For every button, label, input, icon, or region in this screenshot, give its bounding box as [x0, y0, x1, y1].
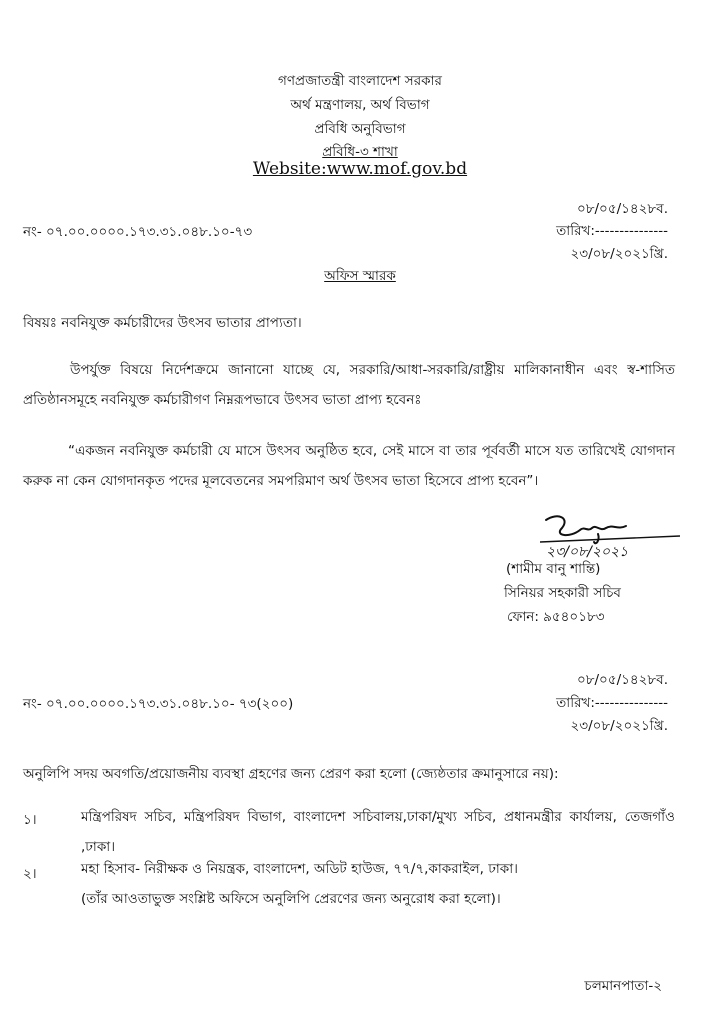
ministry-name: অর্থ মন্ত্রণালয়, অর্থ বিভাগ — [290, 97, 430, 113]
recipient-2-note: (তাঁর আওতাভুক্ত সংশ্লিষ্ট অফিসে অনুলিপি প্রেরণের জন্য অনুরোধ করা হলো)। — [81, 891, 501, 907]
office-memo-title: অফিস স্মারক — [324, 268, 396, 284]
subject-line: বিষয়ঃ নবনিযুক্ত কর্মচারীদের উৎসব ভাতার প্রাপ্যতা। — [23, 315, 302, 331]
continued-page-marker: চলমানপাতা-২ — [584, 978, 662, 994]
copy-intro: অনুলিপি সদয় অবগতি/প্রয়োজনীয় ব্যবস্থা গ্রহণের জন্য প্রেরণ করা হলো (জ্যেষ্ঠতার ক্রমানুসারে নয়): — [23, 766, 559, 782]
signatory-name: (শামীম বানু শান্তি) — [506, 561, 601, 577]
copy-date-english: ২৩/০৮/২০২১খ্রি. — [570, 718, 668, 734]
copy-ref-number: নং- ০৭.০০.০০০০.১৭৩.৩১.০৪৮.১০- ৭৩(২০০) — [23, 696, 294, 712]
recipient-2-text: মহা হিসাব- নিরীক্ষক ও নিয়ন্ত্রক, বাংলাদেশ, অডিট হাউজ, ৭৭/৭,কাকরাইল, ঢাকা। — [81, 861, 518, 877]
copy-date-bangla: ০৮/০৫/১৪২৮ব. — [576, 672, 668, 688]
wing-name: প্রবিধি অনুবিভাগ — [314, 121, 406, 137]
section-name: প্রবিধি-৩ শাখা — [322, 144, 398, 160]
website-link[interactable]: Website:www.mof.gov.bd — [252, 159, 468, 179]
copy-date-label: তারিখ:--------------- — [556, 695, 668, 711]
recipient-1-number: ১। — [23, 812, 37, 828]
recipient-2-number: ২। — [23, 866, 37, 882]
memo-ref-number: নং- ০৭.০০.০০০০.১৭৩.৩১.০৪৮.১০-৭৩ — [23, 224, 253, 240]
memo-date-bangla: ০৮/০৫/১৪২৮ব. — [576, 201, 668, 217]
handwritten-signature-icon — [540, 512, 685, 558]
handwritten-date: ২৩/০৮/২০২১ — [546, 544, 629, 558]
memo-date-label: তারিখ:--------------- — [556, 223, 668, 239]
govt-name: গণপ্রজাতন্ত্রী বাংলাদেশ সরকার — [278, 73, 442, 89]
memo-date-english: ২৩/০৮/২০২১খ্রি. — [570, 246, 668, 262]
signatory-designation: সিনিয়র সহকারী সচিব — [504, 585, 621, 601]
body-paragraph: উপর্যুক্ত বিষয়ে নির্দেশক্রমে জানানো যাচ্ছে যে, সরকারি/আধা-সরকারি/রাষ্ট্রীয় মালিকানাধীন এবং স্ব-শাসিত প্রতিষ্ঠানসমূহে নবনিযুক্ত কর্মচারীগণ নিম্নরূপভাবে উৎসব ভাতা প্রাপ্য হবেনঃ — [23, 362, 675, 408]
recipient-1-text: মন্ত্রিপরিষদ সচিব, মন্ত্রিপরিষদ বিভাগ, বাংলাদেশ সচিবালয়,ঢাকা/মুখ্য সচিব, প্রধানমন্ত্রীর কার্যালয়, তেজগাঁও ,ঢাকা। — [81, 809, 675, 855]
signatory-phone: ফোন: ৯৫৪০১৮৩ — [507, 609, 605, 625]
quote-paragraph: “একজন নবনিযুক্ত কর্মচারী যে মাসে উৎসব অনুষ্ঠিত হবে, সেই মাসে বা তার পূর্ববর্তী মাসে যত তারিখেই যোগদান করুক না কেন যোগদানকৃত পদের মূলবেতনের সমপরিমাণ অর্থ উৎসব ভাতা হিসেবে প্রাপ্য হবেন”। — [23, 443, 675, 489]
